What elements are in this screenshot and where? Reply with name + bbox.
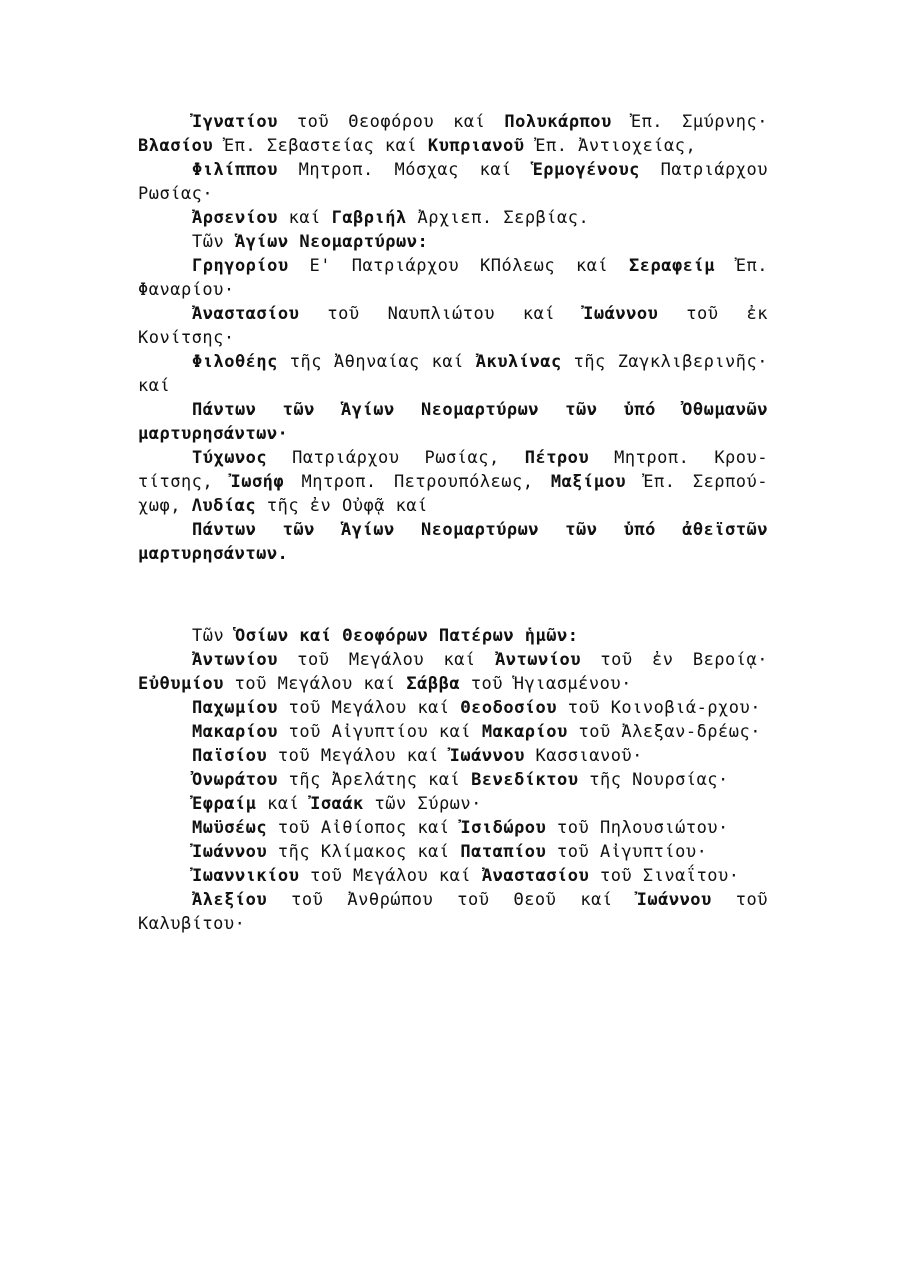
bold-name-text: Ἀντωνίου: [495, 650, 581, 670]
bold-name-text: Πέτρου: [524, 448, 590, 468]
bold-name-text: Ἰωάννου: [583, 304, 659, 324]
body-text: τοῦ Ἀλεξαν-δρέως·: [567, 722, 761, 742]
body-text: τοῦ Μεγάλου καί: [223, 674, 407, 694]
body-text: Ἀρχιεπ. Σερβίας.: [406, 208, 590, 228]
bold-name-text: Παχωμίου: [192, 698, 278, 718]
body-text: τοῦ Καλυβίτου·: [138, 890, 768, 934]
body-text: τοῦ Πηλουσιώτου·: [546, 818, 729, 838]
body-text: τοῦ Ναυπλιώτου καί: [299, 304, 584, 324]
bold-name-text: Θεοδοσίου: [460, 698, 558, 718]
body-text: Τῶν: [192, 626, 235, 646]
paragraph: [138, 864, 768, 888]
body-text: τῆς Ἀρελάτης καί: [277, 770, 472, 790]
paragraph: [138, 158, 768, 206]
body-text: καί: [256, 794, 311, 814]
bold-name-text: Ἀρσενίου: [192, 208, 278, 228]
body-text: τοῦ Σιναΐτου·: [589, 866, 740, 886]
bold-name-text: Τύχωνος: [192, 448, 268, 468]
body-text: τοῦ Αἰγυπτίου καί: [277, 722, 482, 742]
body-text: τοῦ Μεγάλου καί: [299, 866, 482, 886]
paragraph: [138, 206, 768, 230]
paragraph: [138, 446, 768, 518]
body-text: Μητροπ. Πετρουπόλεως,: [284, 472, 551, 492]
body-text: τοῦ Μεγάλου καί: [277, 650, 496, 670]
bold-name-text: Παϊσίου: [192, 746, 268, 766]
body-text: τοῦ Αἰγυπτίου·: [546, 842, 708, 862]
bold-name-text: Παταπίου: [460, 842, 547, 862]
bold-name-text: Ὁσίων καί Θεοφόρων Πατέρων ἡμῶν:: [234, 626, 579, 646]
bold-name-text: Ἐφραίμ: [192, 794, 257, 814]
bold-name-text: Ἰωάννου: [636, 890, 712, 910]
paragraph: [138, 720, 768, 744]
paragraph: [138, 792, 768, 816]
body-text: τοῦ Θεοφόρου καί: [277, 112, 505, 132]
bold-name-text: Ἀναστασίου: [481, 866, 590, 886]
bold-name-text: Ἰωσήφ: [230, 472, 285, 492]
body-text: τοῦ Ἡγιασμένου·: [460, 674, 632, 694]
bold-name-text: Βλασίου: [138, 136, 214, 156]
body-text: τῶν Σύρων·: [363, 794, 482, 814]
paragraph: [138, 648, 768, 696]
paragraph: [138, 110, 768, 158]
paragraph: [138, 816, 768, 840]
bold-name-text: Ὀνωράτου: [192, 770, 278, 790]
body-text: τοῦ ἐκ Κονίτσης·: [138, 304, 768, 348]
body-text: Μητροπ. Μόσχας καί: [277, 160, 533, 180]
body-text: καί: [277, 208, 332, 228]
blank-line: [138, 583, 768, 607]
bold-name-text: Ἰσιδώρου: [460, 818, 547, 838]
bold-name-text: Ἀλεξίου: [192, 890, 268, 910]
paragraph: [138, 888, 768, 936]
bold-name-text: Ἀναστασίου: [192, 304, 300, 324]
bold-name-text: Γαβριήλ: [331, 208, 407, 228]
paragraph: [138, 230, 768, 254]
body-text: τῆς Κλίμακος καί: [267, 842, 461, 862]
bold-name-text: Ἰωάννου: [192, 842, 268, 862]
body-text: τοῦ Μεγάλου καί: [277, 698, 461, 718]
bold-name-text: Βενεδίκτου: [471, 770, 579, 790]
bold-name-text: Κυπριανοῦ: [427, 136, 525, 156]
bold-name-text: Μακαρίου: [192, 722, 278, 742]
bold-name-text: Λυδίας: [191, 496, 257, 516]
bold-name-text: Ἰσαάκ: [310, 794, 364, 814]
bold-name-text: Φιλοθέης: [192, 352, 278, 372]
body-text: Ἐπ. Σμύρνης·: [611, 112, 768, 132]
paragraph: [138, 624, 768, 648]
body-text: Μητροπ. Κρου-τίτσης,: [138, 448, 768, 492]
body-text: Ἐπ. Φαναρίου·: [138, 256, 768, 300]
body-text: τῆς ἐν Οὐφᾷ καί: [256, 496, 428, 516]
paragraph: [138, 302, 768, 350]
bold-name-text: Σεραφείμ: [629, 256, 715, 276]
bold-name-text: Εὐθυμίου: [138, 674, 224, 694]
bold-name-text: Πολυκάρπου: [504, 112, 612, 132]
bold-name-text: Ἁγίων Νεομαρτύρων:: [234, 232, 429, 252]
bold-name-text: Ἰωαννικίου: [192, 866, 300, 886]
bold-name-text: Γρηγορίου: [192, 256, 289, 276]
body-text: Τῶν: [192, 232, 235, 252]
bold-name-text: Ἑρμογένους: [532, 160, 640, 180]
paragraph: [138, 840, 768, 864]
bold-name-text: Μακαρίου: [481, 722, 568, 742]
paragraph: [138, 696, 768, 720]
body-text: τοῦ Μεγάλου καί: [267, 746, 450, 766]
body-text: τῆς Νουρσίας·: [578, 770, 729, 790]
bold-name-text: Ἰγνατίου: [192, 112, 278, 132]
bold-name-text: Ἀντωνίου: [192, 650, 278, 670]
paragraph: [138, 350, 768, 398]
body-text: τοῦ ἐν Βεροίᾳ·: [580, 650, 768, 670]
body-text: τοῦ Κοινοβιά-ρχου·: [557, 698, 761, 718]
body-text: τῆς Ζαγκλιβερινῆς· καί: [138, 352, 768, 396]
body-text: Ἐπ. Σεβαστείας καί: [213, 136, 428, 156]
body-text: Πατριάρχου Ρωσίας,: [267, 448, 525, 468]
bold-name-text: Πάντων τῶν Ἁγίων Νεομαρτύρων τῶν ὑπό ἀθεϊστῶν μαρτυρησάντων.: [138, 520, 768, 564]
body-text: τοῦ Αἰθίοπος καί: [267, 818, 461, 838]
bold-name-text: Μωϋσέως: [192, 818, 268, 838]
bold-name-text: Σάββα: [406, 674, 461, 694]
bold-name-text: Φιλίππου: [192, 160, 278, 180]
bold-name-text: Μαξίμου: [550, 472, 626, 492]
paragraph: [138, 398, 768, 446]
bold-name-text: Ἀκυλίνας: [475, 352, 562, 372]
paragraph: [138, 768, 768, 792]
bold-name-text: Πάντων τῶν Ἁγίων Νεομαρτύρων τῶν ὑπό Ὀθωμανῶν μαρτυρησάντων·: [138, 400, 768, 444]
body-text: τῆς Ἀθηναίας καί: [277, 352, 476, 372]
paragraph: [138, 518, 768, 566]
body-text: Ἐπ. Σερπού-χωφ,: [138, 472, 768, 516]
paragraph: [138, 254, 768, 302]
paragraph: [138, 744, 768, 768]
body-text: Ε' Πατριάρχου ΚΠόλεως καί: [288, 256, 630, 276]
document-text-body: [138, 110, 768, 936]
bold-name-text: Ἰωάννου: [449, 746, 525, 766]
body-text: Πατριάρχου Ρωσίας·: [138, 160, 768, 204]
body-text: τοῦ Ἀνθρώπου τοῦ Θεοῦ καί: [267, 890, 637, 910]
body-text: Κασσιανοῦ·: [524, 746, 643, 766]
body-text: Ἐπ. Ἀντιοχείας,: [524, 136, 697, 156]
